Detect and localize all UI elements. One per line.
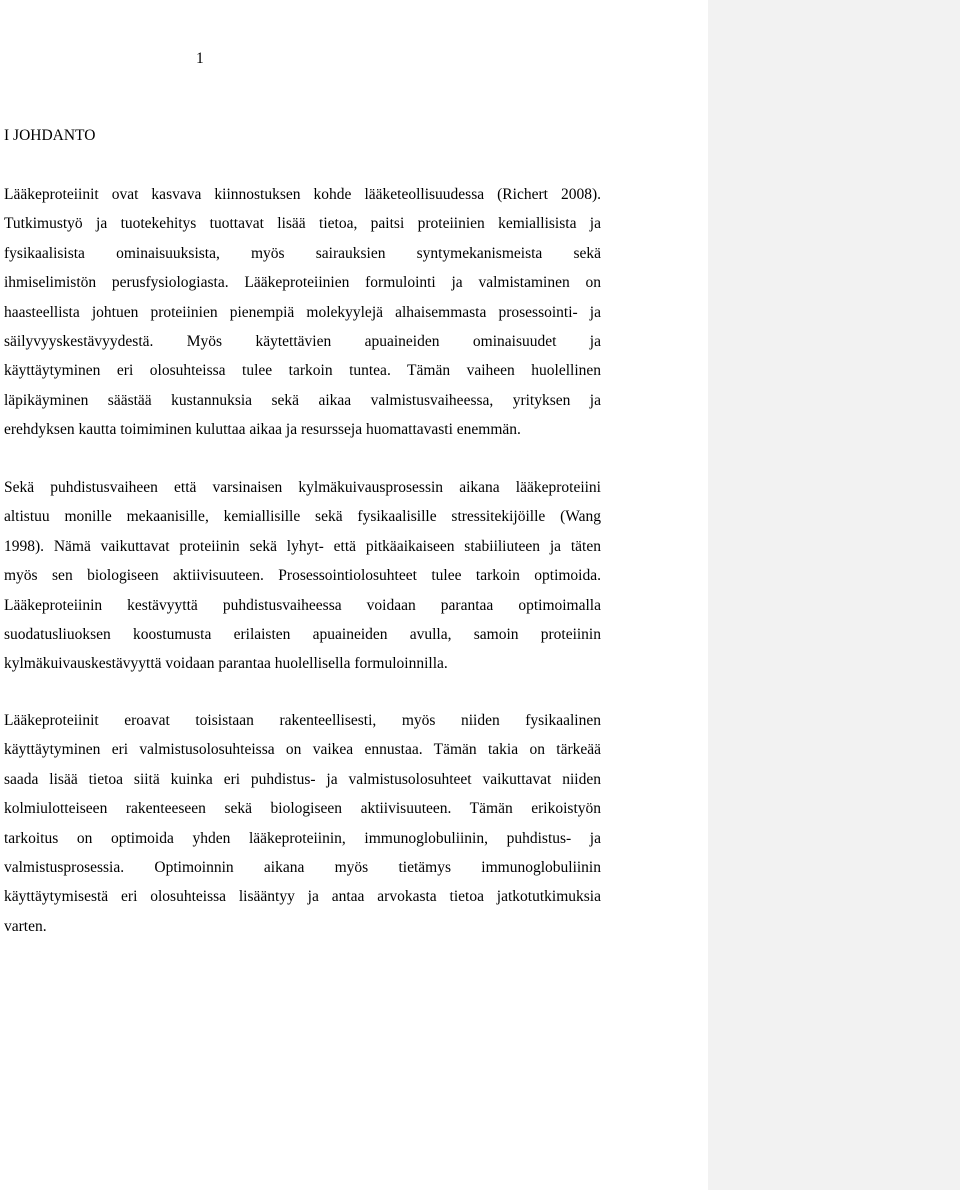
paragraph-1 [4,180,601,445]
paragraph-line: fysikaalisista ominaisuuksista, myös sairauksien syntymekanismeista sekä [4,244,601,262]
paragraph-line: Lääkeproteiinit ovat kasvava kiinnostuksen kohde lääketeollisuudessa (Richert 2008). [4,186,601,203]
paragraph-line: kolmiulotteiseen rakenteeseen sekä biologiseen aktiivisuuteen. Tämän erikoistyön [4,800,601,818]
paragraph-line: varten. [4,917,47,935]
paragraph-line: Sekä puhdistusvaiheen että varsinaisen kylmäkuivausprosessin aikana lääkeproteiini [4,479,601,496]
comment-margin-pane [708,0,960,1190]
paragraph-line: Tutkimustyö ja tuotekehitys tuottavat lisää tietoa, paitsi proteiinien kemiallisista ja [4,215,601,233]
paragraph-line: suodatusliuoksen koostumusta erilaisten apuaineiden avulla, samoin proteiinin [4,626,601,644]
paragraph-line: erehdyksen kautta toimiminen kuluttaa aikaa ja resursseja huomattavasti enemmän. [4,421,521,439]
paragraph-2 [4,473,601,679]
paragraph-line: Lääkeproteiinin kestävyyttä puhdistusvaiheessa voidaan parantaa optimoimalla [4,596,601,614]
paragraph-line: säilyvyyskestävyydestä. Myös käytettävien apuaineiden ominaisuudet ja [4,333,601,351]
paragraph-line: tarkoitus on optimoida yhden lääkeproteiinin, immunoglobuliinin, puhdistus- ja [4,829,601,847]
paragraph-line: haasteellista johtuen proteiinien pienempiä molekyylejä alhaisemmasta prosessointi- ja [4,303,601,321]
chapter-heading: I JOHDANTO [4,127,96,144]
paragraph-line: ihmiselimistön perusfysiologiasta. Lääkeproteiinien formulointi ja valmistaminen on [4,274,601,292]
paragraph-line: 1998). Nämä vaikuttavat proteiinin sekä lyhyt- että pitkäaikaiseen stabiiliuteen ja täten [4,537,601,555]
paragraph-line: Lääkeproteiinit eroavat toisistaan rakenteellisesti, myös niiden fysikaalinen [4,712,601,729]
paragraph-line: käyttäytyminen eri olosuhteissa tulee tarkoin tuntea. Tämän vaiheen huolellinen [4,362,601,380]
page-number: 1 [196,50,204,67]
paragraph-line: saada lisää tietoa siitä kuinka eri puhdistus- ja valmistusolosuhteet vaikuttavat niiden [4,770,601,788]
paragraph-3 [4,706,601,941]
paragraph-line: kylmäkuivauskestävyyttä voidaan parantaa huolellisella formuloinnilla. [4,655,448,673]
paragraph-line: läpikäyminen säästää kustannuksia sekä aikaa valmistusvaiheessa, yrityksen ja [4,391,601,409]
paragraph-line: käyttäytymisestä eri olosuhteissa lisääntyy ja antaa arvokasta tietoa jatkotutkimuksia [4,888,601,906]
paragraph-line: myös sen biologiseen aktiivisuuteen. Prosessointiolosuhteet tulee tarkoin optimoida. [4,567,601,585]
paragraph-line: altistuu monille mekaanisille, kemiallisille sekä fysikaalisille stressitekijöille (Wang [4,508,601,526]
paragraph-line: valmistusprosessia. Optimoinnin aikana myös tietämys immunoglobuliinin [4,859,601,877]
paragraph-line: käyttäytyminen eri valmistusolosuhteissa on vaikea ennustaa. Tämän takia on tärkeää [4,741,601,759]
